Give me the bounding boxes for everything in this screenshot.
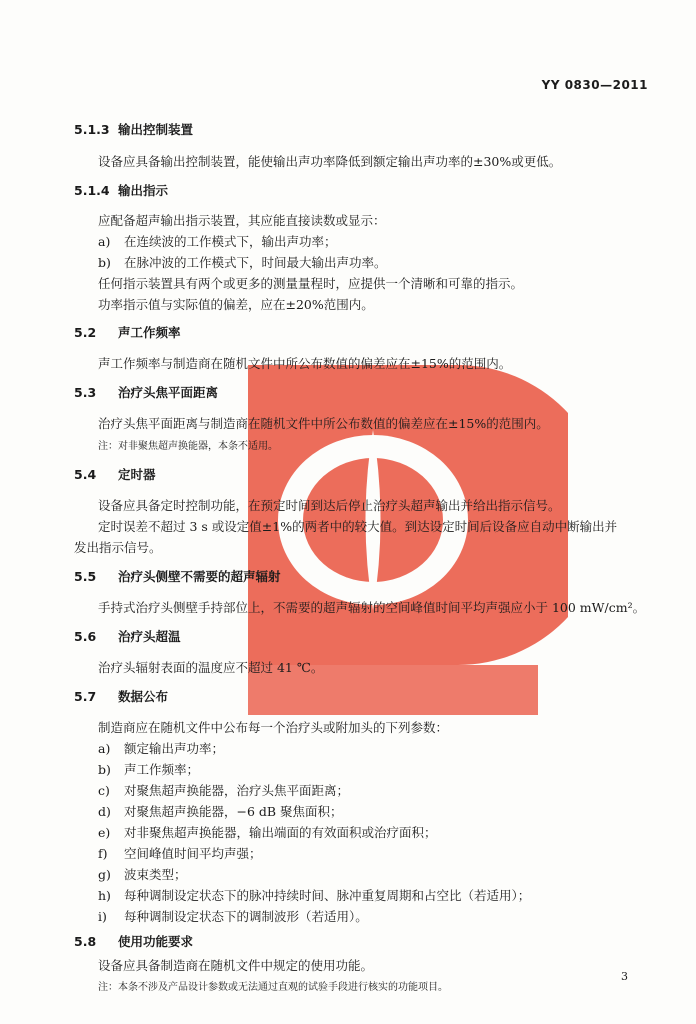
section-title: 治疗头超温 <box>118 629 181 644</box>
list-item: g) 波束类型； <box>98 867 187 882</box>
section-title: 治疗头侧壁不需要的超声辐射 <box>118 569 281 584</box>
section-heading-5-8 <box>74 932 193 950</box>
paragraph: 功率指示值与实际值的偏差，应在±20%范围内。 <box>98 297 374 312</box>
list-item: a) 额定输出声功率； <box>98 741 225 756</box>
paragraph: 设备应具备定时控制功能，在预定时间到达后停止治疗头超声输出并给出指示信号。 <box>98 498 561 513</box>
paragraph: 声工作频率与制造商在随机文件中所公布数值的偏差应在±15%的范围内。 <box>98 356 512 371</box>
section-number: 5.5 <box>74 569 97 584</box>
paragraph: 制造商应在随机文件中公布每一个治疗头或附加头的下列参数： <box>98 720 449 735</box>
section-number: 5.8 <box>74 934 97 949</box>
list-item: h) 每种调制设定状态下的脉冲持续时间、脉冲重复周期和占空比（若适用）； <box>98 888 531 903</box>
paragraph: 定时误差不超过 3 s 或设定值±1%的两者中的较大值。到达设定时间后设备应自动中断输出并 <box>98 519 618 534</box>
section-number: 5.7 <box>74 689 97 704</box>
paragraph: 治疗头辐射表面的温度应不超过 41 ℃。 <box>98 660 324 675</box>
list-item: b) 声工作频率； <box>98 762 200 777</box>
section-heading-5-6 <box>74 627 181 645</box>
list-item: b) 在脉冲波的工作模式下，时间最大输出声功率。 <box>98 255 387 270</box>
section-number: 5.3 <box>74 385 97 400</box>
note: 注：本条不涉及产品设计参数或无法通过直观的试验手段进行核实的功能项目。 <box>98 982 448 993</box>
section-number: 5.4 <box>74 467 97 482</box>
page-number: 3 <box>621 970 628 983</box>
list-item: f) 空间峰值时间平均声强； <box>98 846 262 861</box>
paragraph: 应配备超声输出指示装置，其应能直接读数或显示： <box>98 213 386 228</box>
list-item: c) 对聚焦超声换能器，治疗头焦平面距离； <box>98 783 350 798</box>
section-heading-5-1-3 <box>74 120 193 138</box>
section-number: 5.1.4 <box>74 183 110 198</box>
section-title: 定时器 <box>118 467 156 482</box>
note: 注：对非聚焦超声换能器，本条不适用。 <box>98 441 278 452</box>
section-number: 5.6 <box>74 629 97 644</box>
paragraph: 设备应具备制造商在随机文件中规定的使用功能。 <box>98 958 374 973</box>
list-item: d) 对聚焦超声换能器，−6 dB 聚焦面积； <box>98 804 343 819</box>
section-heading-5-3 <box>74 383 218 401</box>
paragraph: 治疗头焦平面距离与制造商在随机文件中所公布数值的偏差应在±15%的范围内。 <box>98 416 549 431</box>
section-title: 使用功能要求 <box>118 934 194 949</box>
list-item: i) 每种调制设定状态下的调制波形（若适用）。 <box>98 909 368 924</box>
section-heading-5-5 <box>74 567 281 585</box>
section-number: 5.2 <box>74 325 97 340</box>
section-heading-5-7 <box>74 687 168 705</box>
section-title: 输出指示 <box>118 183 169 198</box>
section-title: 数据公布 <box>118 689 169 704</box>
list-item: a) 在连续波的工作模式下，输出声功率； <box>98 234 337 249</box>
section-title: 声工作频率 <box>118 325 181 340</box>
paragraph: 手持式治疗头侧壁手持部位上，不需要的超声辐射的空间峰值时间平均声强应小于 100 mW/cm²。 <box>98 600 646 615</box>
section-title: 输出控制装置 <box>118 122 194 137</box>
list-item: e) 对非聚焦超声换能器，输出端面的有效面积或治疗面积； <box>98 825 437 840</box>
section-number: 5.1.3 <box>74 122 110 137</box>
section-heading-5-1-4 <box>74 181 168 199</box>
section-title: 治疗头焦平面距离 <box>118 385 219 400</box>
paragraph: 设备应具备输出控制装置，能使输出声功率降低到额定输出声功率的±30%或更低。 <box>98 154 562 169</box>
section-heading-5-2 <box>74 323 181 341</box>
standard-code: YY 0830—2011 <box>541 78 648 92</box>
section-heading-5-4 <box>74 465 156 483</box>
paragraph: 任何指示装置具有两个或更多的测量量程时，应提供一个清晰和可靠的指示。 <box>98 276 524 291</box>
paragraph: 发出指示信号。 <box>74 540 162 555</box>
